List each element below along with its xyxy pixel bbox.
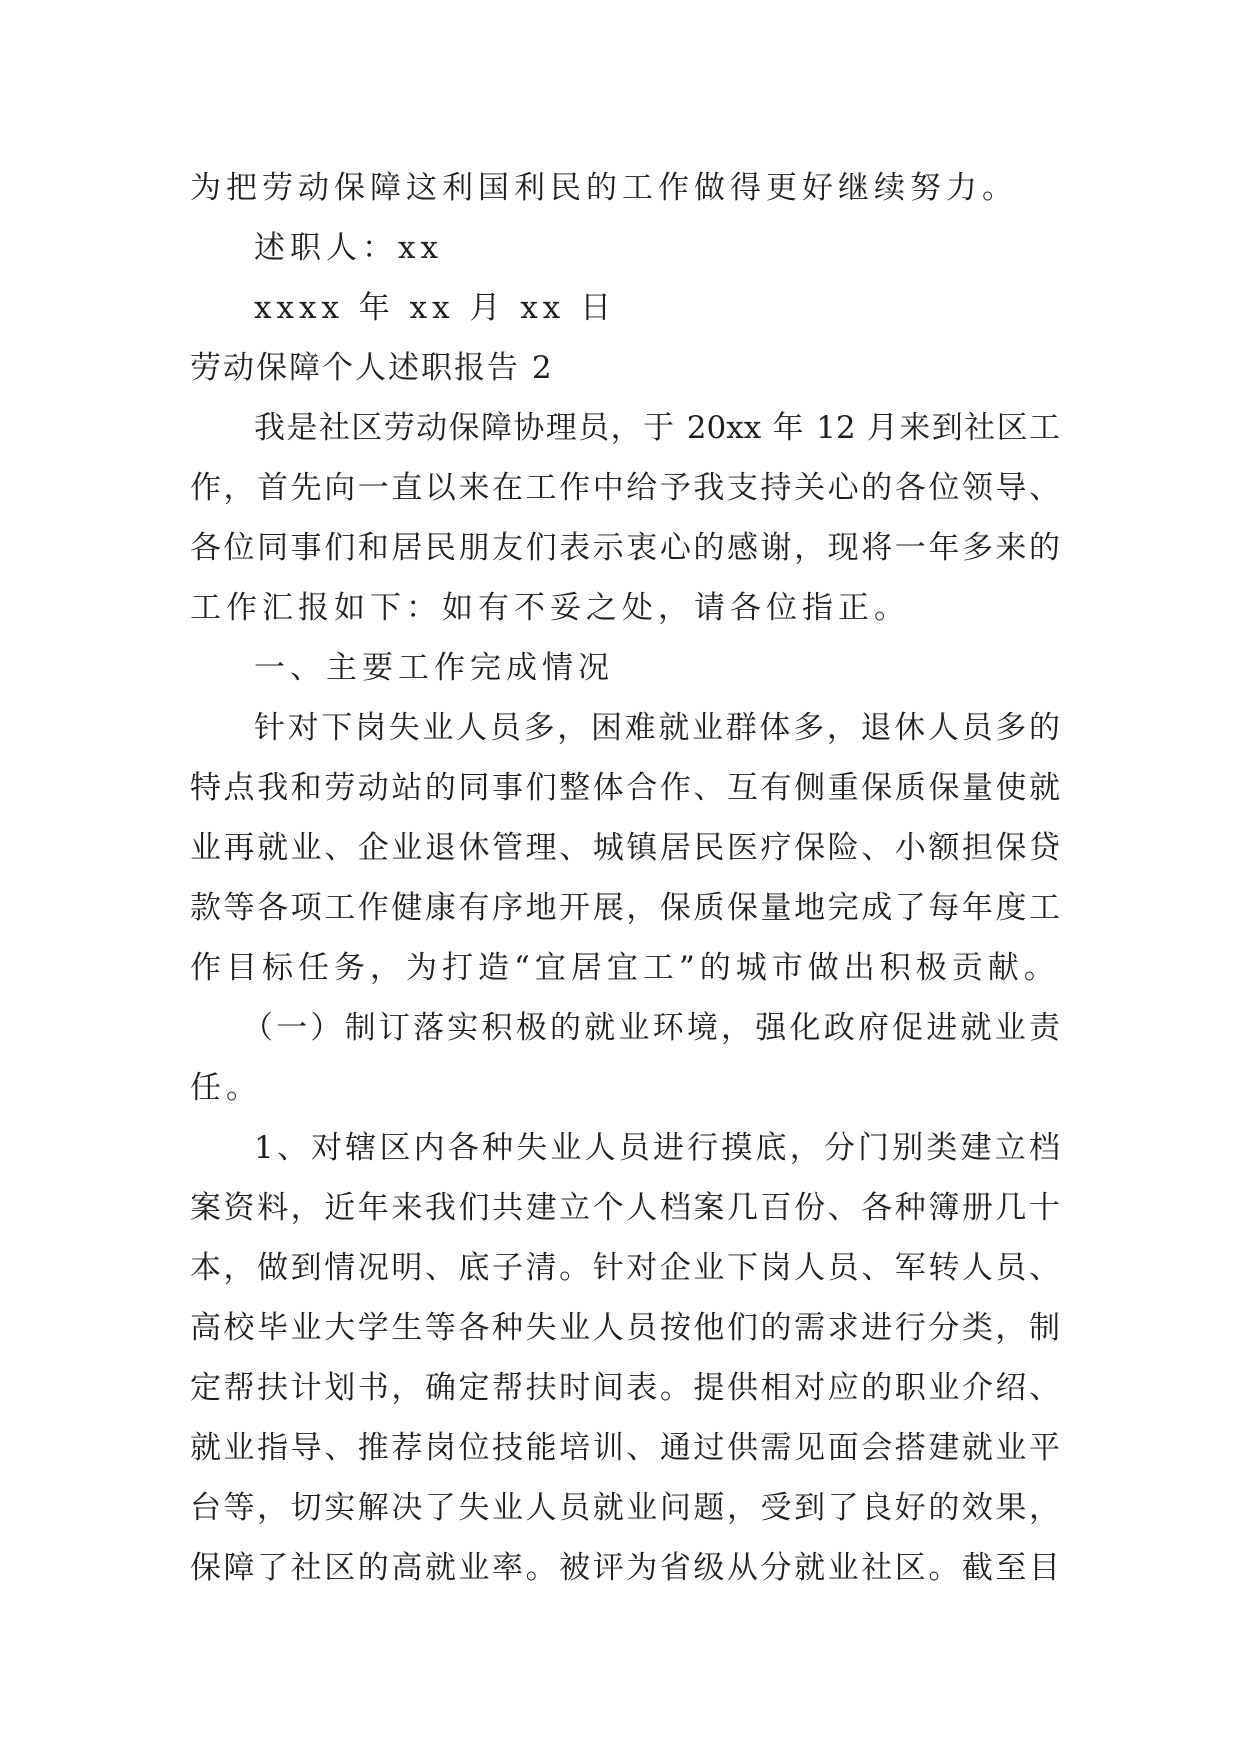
text-line: 各位同事们和居民朋友们表示衷心的感谢，现将一年多来的 bbox=[190, 530, 1060, 566]
text-line: 作，首先向一直以来在工作中给予我支持关心的各位领导、 bbox=[190, 470, 1060, 506]
text-line: 针对下岗失业人员多，困难就业群体多，退休人员多的 bbox=[254, 710, 1060, 746]
section-title: 劳动保障个人述职报告 2 bbox=[190, 350, 554, 386]
text-line: 定帮扶计划书，确定帮扶时间表。提供相对应的职业介绍、 bbox=[190, 1370, 1060, 1406]
text-line: 为把劳动保障这利国利民的工作做得更好继续努力。 bbox=[190, 170, 1018, 206]
subsection-heading: （一）制订落实积极的就业环境，强化政府促进就业责 bbox=[242, 1010, 1060, 1046]
text-line: 台等，切实解决了失业人员就业问题，受到了良好的效果， bbox=[190, 1490, 1060, 1526]
text-line: 款等各项工作健康有序地开展，保质保量地完成了每年度工 bbox=[190, 890, 1060, 926]
text-line: 案资料，近年来我们共建立个人档案几百份、各种簿册几十 bbox=[190, 1190, 1060, 1226]
text-line: 特点我和劳动站的同事们整体合作、互有侧重保质保量使就 bbox=[190, 770, 1060, 806]
document-body bbox=[190, 158, 1060, 1598]
text-line: 就业指导、推荐岗位技能培训、通过供需见面会搭建就业平 bbox=[190, 1430, 1060, 1466]
text-line: 1、对辖区内各种失业人员进行摸底，分门别类建立档 bbox=[254, 1130, 1060, 1166]
text-line: 本，做到情况明、底子清。针对企业下岗人员、军转人员、 bbox=[190, 1250, 1060, 1286]
text-line: 保障了社区的高就业率。被评为省级从分就业社区。截至目 bbox=[190, 1550, 1060, 1586]
subsection-heading: 一、主要工作完成情况 bbox=[254, 650, 614, 686]
text-line: 高校毕业大学生等各种失业人员按他们的需求进行分类，制 bbox=[190, 1310, 1060, 1346]
text-line: 我是社区劳动保障协理员，于 20xx 年 12 月来到社区工 bbox=[254, 410, 1060, 446]
date-line: xxxx 年 xx 月 xx 日 bbox=[254, 290, 617, 326]
signature-line: 述职人：xx bbox=[254, 230, 443, 266]
text-line: 工作汇报如下：如有不妥之处，请各位指正。 bbox=[190, 590, 910, 626]
text-line: 作目标任务，为打造“宜居宜工”的城市做出积极贡献。 bbox=[190, 950, 1060, 986]
text-line: 业再就业、企业退休管理、城镇居民医疗保险、小额担保贷 bbox=[190, 830, 1060, 866]
text-line: 任。 bbox=[190, 1070, 262, 1106]
